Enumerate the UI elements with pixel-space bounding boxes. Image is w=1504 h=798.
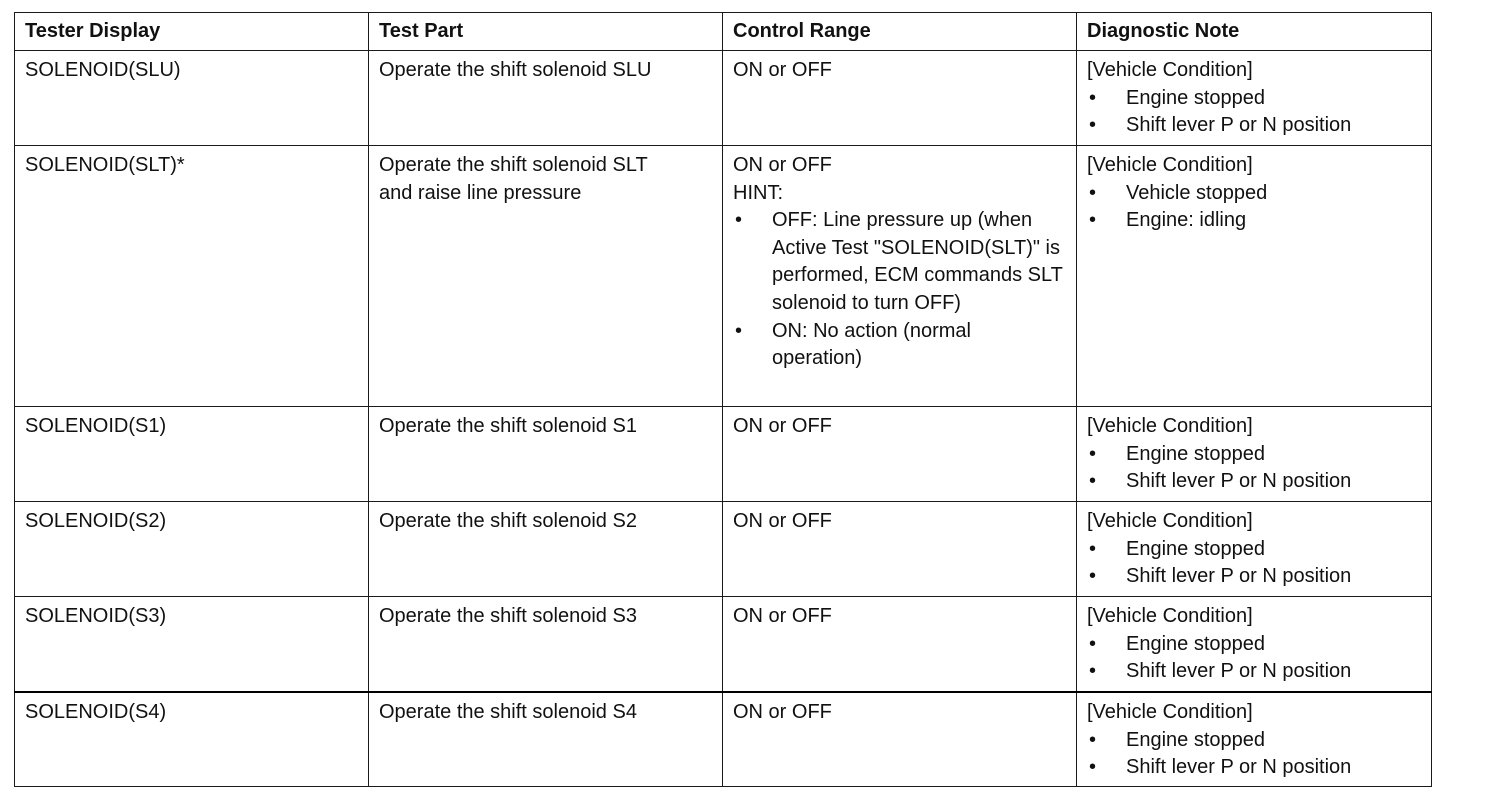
control-range-cell	[723, 407, 1077, 502]
condition-list	[1087, 180, 1421, 235]
table-row	[15, 502, 1432, 597]
table-row	[15, 146, 1432, 407]
bullet-icon: •	[1089, 209, 1097, 232]
control-range-value: ON or OFF	[733, 154, 832, 176]
test-part-line: Operate the shift solenoid S3	[379, 605, 637, 627]
condition-list	[1087, 631, 1421, 686]
tester-display-cell: SOLENOID(S1)	[15, 407, 369, 502]
condition-list	[1087, 727, 1421, 782]
table-row	[15, 597, 1432, 693]
bullet-icon: •	[1089, 537, 1097, 560]
diagnostic-note-cell	[1077, 146, 1432, 407]
control-range-cell	[723, 146, 1077, 407]
control-range-cell	[723, 597, 1077, 693]
control-range-value: ON or OFF	[733, 59, 832, 81]
diagnostic-note-cell	[1077, 407, 1432, 502]
header-tester-display: Tester Display	[15, 13, 369, 51]
tester-display-cell: SOLENOID(SLU)	[15, 51, 369, 146]
condition-heading: [Vehicle Condition]	[1087, 415, 1253, 437]
test-part-cell	[369, 51, 723, 146]
condition-heading: [Vehicle Condition]	[1087, 605, 1253, 627]
bullet-icon: •	[1089, 632, 1097, 655]
table-row	[15, 51, 1432, 146]
tester-display-cell: SOLENOID(S3)	[15, 597, 369, 693]
condition-text: Vehicle stopped	[1126, 181, 1268, 204]
control-range-value: ON or OFF	[733, 415, 832, 437]
header-control-range: Control Range	[723, 13, 1077, 51]
condition-text: Shift lever P or N position	[1126, 660, 1352, 683]
control-range-value: ON or OFF	[733, 510, 832, 532]
test-part-line: Operate the shift solenoid SLT	[379, 154, 648, 176]
control-range-cell	[723, 51, 1077, 146]
control-range-value: ON or OFF	[733, 605, 832, 627]
bullet-icon: •	[1089, 565, 1097, 588]
diagnostic-note-cell	[1077, 51, 1432, 146]
bullet-icon: •	[735, 209, 743, 232]
condition-text: Engine stopped	[1126, 632, 1266, 655]
bullet-icon: •	[1089, 114, 1097, 137]
condition-list	[1087, 536, 1421, 591]
table-row	[15, 407, 1432, 502]
list-item	[1087, 441, 1421, 469]
list-item	[1087, 631, 1421, 659]
diagnostic-note-cell	[1077, 502, 1432, 597]
list-item	[1087, 85, 1421, 113]
header-row	[15, 13, 1432, 51]
bullet-icon: •	[1089, 442, 1097, 465]
list-item	[733, 207, 1066, 317]
bullet-icon: •	[1089, 470, 1097, 493]
test-part-line: and raise line pressure	[379, 181, 582, 204]
list-item	[1087, 207, 1421, 235]
condition-heading: [Vehicle Condition]	[1087, 59, 1253, 81]
test-part-line: Operate the shift solenoid S4	[379, 701, 637, 723]
bullet-icon: •	[1089, 660, 1097, 683]
tester-display-cell: SOLENOID(S4)	[15, 692, 369, 786]
list-item	[1087, 536, 1421, 564]
condition-text: Engine stopped	[1126, 537, 1266, 560]
condition-text: Engine stopped	[1126, 442, 1266, 465]
list-item	[1087, 754, 1421, 782]
list-item	[1087, 727, 1421, 755]
bullet-icon: •	[1089, 181, 1097, 204]
test-part-line: Operate the shift solenoid S2	[379, 510, 637, 532]
list-item	[1087, 180, 1421, 208]
bullet-icon: •	[735, 319, 743, 342]
condition-list	[1087, 441, 1421, 496]
bullet-icon: •	[1089, 728, 1097, 751]
list-item	[1087, 112, 1421, 140]
condition-list	[1087, 85, 1421, 140]
condition-text: Shift lever P or N position	[1126, 470, 1352, 493]
test-part-cell	[369, 407, 723, 502]
hint-text: OFF: Line pressure up (when Active Test "SOLENOID(SLT)" is performed, ECM commands SLT solenoid to turn OFF)	[772, 209, 1063, 314]
condition-heading: [Vehicle Condition]	[1087, 154, 1253, 176]
condition-text: Shift lever P or N position	[1126, 756, 1352, 779]
bullet-icon: •	[1089, 756, 1097, 779]
control-range-cell	[723, 502, 1077, 597]
hint-list	[733, 207, 1066, 373]
test-part-cell	[369, 597, 723, 693]
list-item	[1087, 658, 1421, 686]
header-test-part: Test Part	[369, 13, 723, 51]
control-range-value: ON or OFF	[733, 701, 832, 723]
tester-display-cell: SOLENOID(SLT)*	[15, 146, 369, 407]
tester-display-cell: SOLENOID(S2)	[15, 502, 369, 597]
hint-text: ON: No action (normal operation)	[772, 319, 971, 370]
diagnostic-note-cell	[1077, 597, 1432, 693]
condition-text: Shift lever P or N position	[1126, 565, 1352, 588]
control-range-cell	[723, 692, 1077, 786]
header-diagnostic-note: Diagnostic Note	[1077, 13, 1432, 51]
list-item	[1087, 468, 1421, 496]
test-part-line: Operate the shift solenoid SLU	[379, 59, 652, 81]
test-part-cell	[369, 502, 723, 597]
condition-text: Engine: idling	[1126, 209, 1247, 232]
table-row	[15, 692, 1432, 786]
diagnostic-note-cell	[1077, 692, 1432, 786]
test-part-line: Operate the shift solenoid S1	[379, 415, 637, 437]
condition-heading: [Vehicle Condition]	[1087, 701, 1253, 723]
test-part-cell	[369, 692, 723, 786]
condition-text: Shift lever P or N position	[1126, 114, 1352, 137]
condition-text: Engine stopped	[1126, 728, 1266, 751]
test-part-cell	[369, 146, 723, 407]
condition-text: Engine stopped	[1126, 86, 1266, 109]
condition-heading: [Vehicle Condition]	[1087, 510, 1253, 532]
list-item	[733, 318, 1066, 373]
active-test-table	[14, 12, 1432, 787]
bullet-icon: •	[1089, 86, 1097, 109]
hint-label: HINT:	[733, 181, 783, 204]
list-item	[1087, 563, 1421, 591]
